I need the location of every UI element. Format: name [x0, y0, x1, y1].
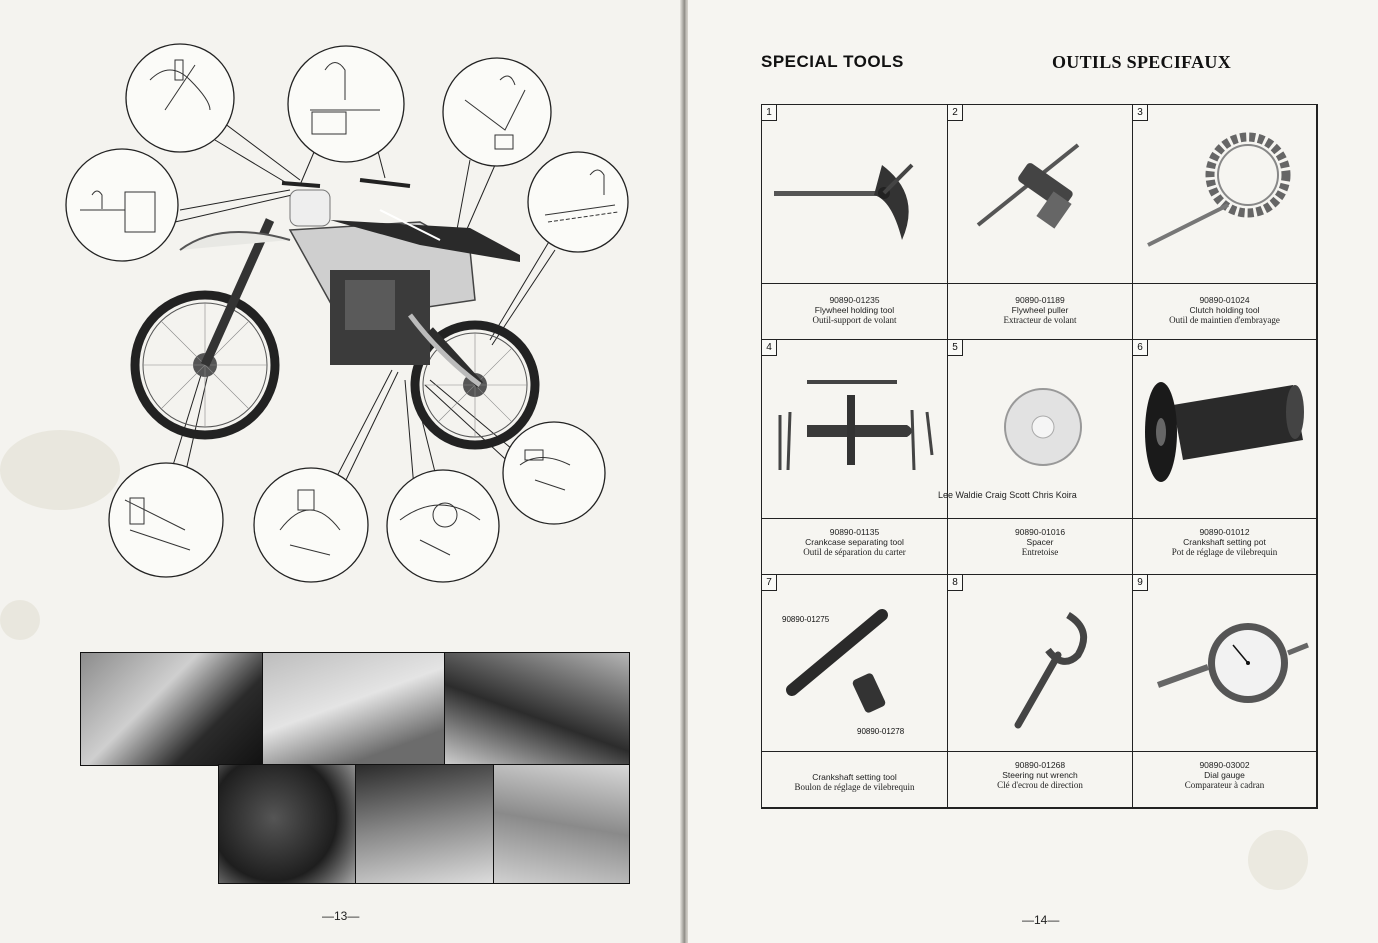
- crankshaft-setting-pot-icon: [1133, 340, 1317, 520]
- photo-cam-grease: [493, 764, 630, 884]
- tool-name-en: Flywheel holding tool: [814, 305, 895, 315]
- tool-caption: [948, 760, 1132, 790]
- tool-number: 3: [1133, 105, 1148, 121]
- part-number: 90890-01268: [1014, 760, 1066, 770]
- caption-divider: [762, 518, 1317, 519]
- tool-cell-8: [948, 575, 1133, 808]
- tool-caption: [762, 295, 947, 325]
- part-number: 90890-01012: [1199, 527, 1250, 537]
- part-number: 90890-01135: [829, 527, 880, 537]
- page-stain: [1248, 830, 1308, 890]
- tool-name-fr: Boulon de réglage de vilebrequin: [794, 782, 915, 792]
- part-number: 90890-03002: [1199, 760, 1250, 770]
- tool-caption: [1133, 527, 1316, 557]
- tool-name-en: Crankshaft setting pot: [1183, 537, 1266, 547]
- tool-name-fr: Outil de séparation du carter: [803, 547, 906, 557]
- page-number: —14—: [1022, 913, 1060, 927]
- tool-name-fr: Entretoise: [1021, 547, 1059, 557]
- tool-name-fr: Pot de réglage de vilebrequin: [1171, 547, 1278, 557]
- tool-name-en: Spacer: [1026, 537, 1054, 547]
- tool-caption: [948, 295, 1132, 325]
- tool-number: 6: [1133, 340, 1148, 356]
- tool-caption: [762, 772, 947, 792]
- procedure-photos: [80, 652, 628, 882]
- part-number: 90890-01235: [829, 295, 880, 305]
- photo-cable-lubrication: [262, 652, 446, 766]
- part-number: 90890-01024: [1199, 295, 1250, 305]
- caption-divider: [762, 751, 1317, 752]
- dial-gauge-icon: [1133, 575, 1317, 755]
- tool-name-en: Dial gauge: [1204, 770, 1245, 780]
- tool-number: 7: [762, 575, 777, 591]
- tool-number: 4: [762, 340, 777, 356]
- tool-cell-6: [1133, 340, 1317, 575]
- tool-caption: [948, 527, 1132, 557]
- tool-name-en: Steering nut wrench: [1002, 770, 1078, 780]
- flywheel-holding-tool-icon: [762, 105, 948, 285]
- photo-brake-drum: [218, 764, 357, 884]
- credits-text: Lee Waldie Craig Scott Chris Koira: [938, 490, 1077, 500]
- tool-name-en: Crankcase separating tool: [805, 537, 904, 547]
- crankcase-separating-tool-icon: [762, 340, 948, 520]
- part-number: 90890-01016: [1014, 527, 1066, 537]
- photo-brake-shoe: [355, 764, 495, 884]
- photo-grip-assembly: [444, 652, 630, 766]
- crankshaft-setting-tool-icon: [762, 575, 948, 755]
- part-label-sleeve: 90890-01278: [857, 727, 905, 736]
- clutch-holding-tool-icon: [1133, 105, 1317, 285]
- tool-number: 2: [948, 105, 963, 121]
- lubrication-points-illustration: [0, 0, 684, 640]
- tool-name-fr: Outil de maintien d'embrayage: [1169, 315, 1280, 325]
- tool-name-en: Crankshaft setting tool: [812, 772, 897, 782]
- tool-number: 9: [1133, 575, 1148, 591]
- steering-nut-wrench-icon: [948, 575, 1133, 755]
- tool-cell-3: [1133, 105, 1317, 340]
- left-page: [0, 0, 684, 943]
- tool-caption: [762, 527, 947, 557]
- tool-cell-9: [1133, 575, 1317, 808]
- tool-number: 5: [948, 340, 963, 356]
- tool-cell-2: [948, 105, 1133, 340]
- part-number: 90890-01189: [1015, 295, 1065, 305]
- title-french: OUTILS SPECIFAUX: [1052, 52, 1231, 72]
- page-number: —13—: [322, 909, 360, 923]
- special-tools-grid: [761, 104, 1318, 809]
- caption-divider: [762, 283, 1317, 284]
- photo-throttle-grip: [80, 652, 264, 766]
- tool-cell-7: [762, 575, 948, 808]
- tool-name-en: Clutch holding tool: [1189, 305, 1260, 315]
- tool-cell-4: [762, 340, 948, 575]
- tool-number: 1: [762, 105, 777, 121]
- tool-caption: [1133, 295, 1316, 325]
- tool-name-fr: Outil-support de volant: [812, 315, 897, 325]
- tool-number: 8: [948, 575, 963, 591]
- tool-cell-1: [762, 105, 948, 340]
- tool-cell-5: [948, 340, 1133, 575]
- tool-name-en: Flywheel puller: [1011, 305, 1069, 315]
- title-english: SPECIAL TOOLS: [761, 52, 904, 71]
- part-label-bolt: 90890-01275: [782, 615, 830, 624]
- flywheel-puller-icon: [948, 105, 1133, 285]
- tool-name-fr: Extracteur de volant: [1003, 315, 1077, 325]
- tool-name-fr: Clé d'ecrou de direction: [997, 780, 1083, 790]
- tool-name-fr: Comparateur à cadran: [1184, 780, 1265, 790]
- tool-caption: [1133, 760, 1316, 790]
